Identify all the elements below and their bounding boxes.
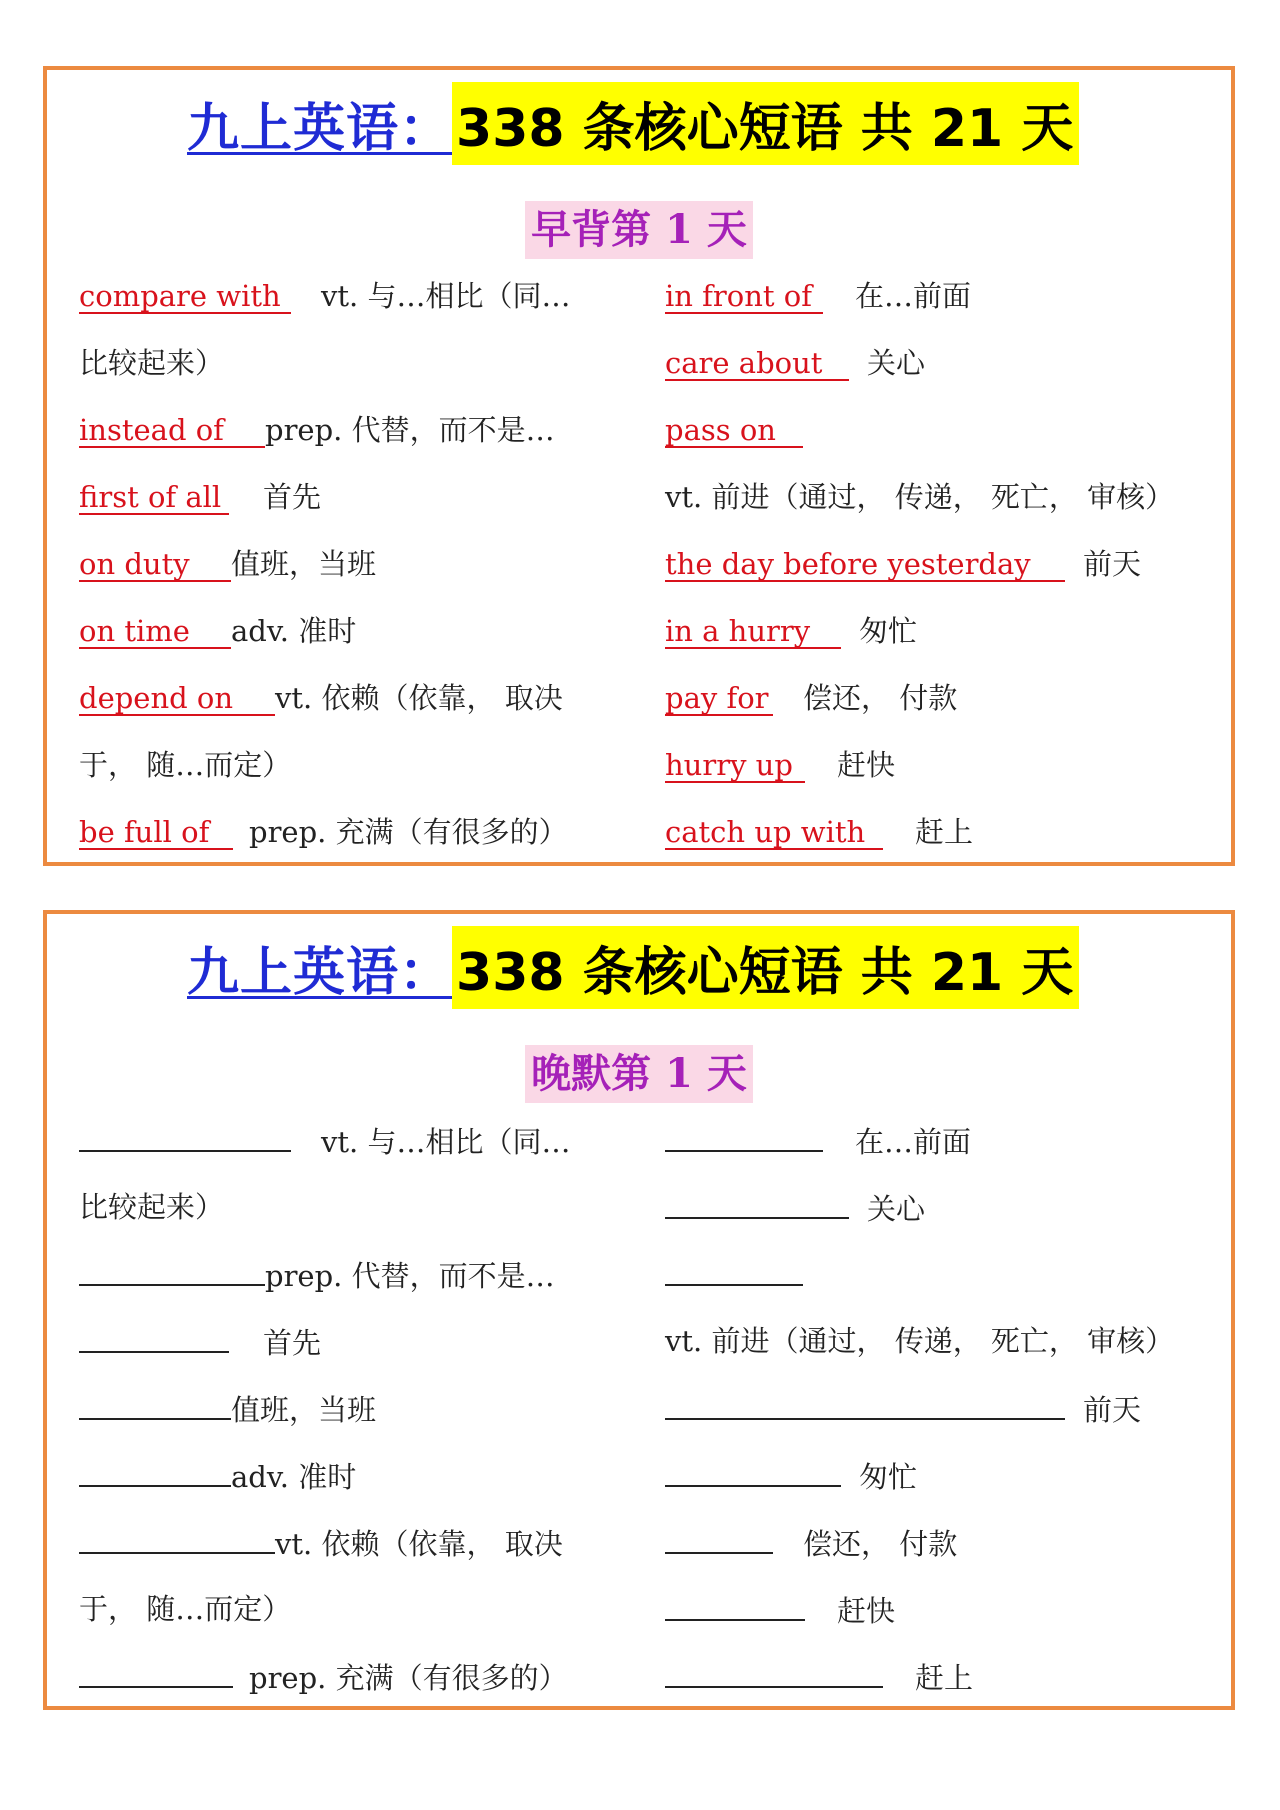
- phrase-meaning: vt. 前进（通过， 传递， 死亡， 审核）: [665, 480, 1175, 514]
- phrase-row: [79, 611, 356, 651]
- answer-blank[interactable]: [79, 1388, 231, 1420]
- phrase-meaning: 在…前面: [855, 1125, 972, 1159]
- blank-row-cont: [79, 1589, 291, 1629]
- title-highlight: 338 条核心短语 共 21 天: [452, 82, 1079, 165]
- answer-blank[interactable]: [665, 1187, 849, 1219]
- phrase-meaning: 比较起来）: [79, 1190, 225, 1224]
- blank-row: [79, 1522, 563, 1564]
- phrase-row: [79, 544, 376, 584]
- answer-blank[interactable]: [665, 1589, 805, 1621]
- phrase-meaning: adv. 准时: [231, 1460, 357, 1494]
- phrase-text: pay for: [665, 682, 773, 716]
- blank-row: [665, 1187, 925, 1229]
- answer-blank[interactable]: [665, 1254, 803, 1286]
- answer-blank[interactable]: [79, 1455, 231, 1487]
- phrase-text: on duty: [79, 548, 231, 582]
- evening-card: [43, 910, 1235, 1710]
- phrase-meaning: prep. 代替，而不是…: [265, 1259, 555, 1293]
- phrase-row-cont: [79, 343, 224, 383]
- phrase-meaning: 于， 随…而定）: [79, 748, 292, 782]
- phrase-text: instead of: [79, 414, 265, 448]
- phrase-meaning: 偿还， 付款: [803, 1527, 958, 1561]
- phrase-row: [665, 611, 917, 651]
- phrase-meaning: 在…前面: [855, 279, 972, 313]
- subtitle-label: 早背第 1 天: [525, 201, 753, 259]
- answer-blank[interactable]: [665, 1388, 1065, 1420]
- phrase-meaning: adv. 准时: [231, 614, 357, 648]
- phrase-row: [665, 410, 803, 450]
- answer-blank[interactable]: [79, 1254, 265, 1286]
- phrase-text: hurry up: [665, 749, 805, 783]
- answer-blank[interactable]: [79, 1120, 291, 1152]
- phrase-meaning: prep. 充满（有很多的）: [249, 815, 568, 849]
- phrase-meaning: 关心: [867, 346, 926, 380]
- phrase-row: [79, 812, 568, 852]
- blank-row-cont: [665, 1321, 1174, 1361]
- card-subtitle: [47, 1045, 1231, 1103]
- blank-row: [79, 1455, 356, 1497]
- blank-row: [79, 1656, 568, 1698]
- phrase-text: in front of: [665, 280, 823, 314]
- phrase-row: [665, 678, 957, 718]
- phrase-meaning: vt. 与…相比（同…: [321, 279, 571, 313]
- phrase-row: [79, 477, 321, 517]
- phrase-meaning: 前天: [1083, 1393, 1142, 1427]
- phrase-meaning: 匆忙: [859, 614, 918, 648]
- answer-blank[interactable]: [665, 1656, 883, 1688]
- blank-row: [665, 1589, 895, 1631]
- phrase-row-cont: [665, 477, 1174, 517]
- phrase-meaning: 匆忙: [859, 1460, 918, 1494]
- blank-row: [665, 1656, 973, 1698]
- blank-row: [79, 1120, 570, 1162]
- phrase-text: in a hurry: [665, 615, 841, 649]
- phrase-text: depend on: [79, 682, 275, 716]
- subtitle-label: 晚默第 1 天: [525, 1045, 753, 1103]
- phrase-meaning: vt. 与…相比（同…: [321, 1125, 571, 1159]
- blank-row: [665, 1455, 917, 1497]
- phrase-text: care about: [665, 347, 849, 381]
- card-subtitle: [47, 201, 1231, 259]
- answer-blank[interactable]: [665, 1522, 773, 1554]
- phrase-text: catch up with: [665, 816, 883, 850]
- blank-row: [665, 1388, 1141, 1430]
- phrase-text: be full of: [79, 816, 233, 850]
- blank-row: [665, 1254, 803, 1296]
- phrase-text: first of all: [79, 481, 229, 515]
- phrase-meaning: vt. 前进（通过， 传递， 死亡， 审核）: [665, 1324, 1175, 1358]
- phrase-meaning: 首先: [263, 1326, 322, 1360]
- blank-row: [79, 1321, 321, 1363]
- phrase-row: [665, 745, 895, 785]
- card-title: [187, 80, 1079, 166]
- title-highlight: 338 条核心短语 共 21 天: [452, 926, 1079, 1009]
- phrase-text: compare with: [79, 280, 291, 314]
- phrase-meaning: 于， 随…而定）: [79, 1592, 292, 1626]
- phrase-row: [79, 410, 555, 450]
- phrase-meaning: vt. 依赖（依靠， 取决: [275, 681, 563, 715]
- phrase-meaning: prep. 代替，而不是…: [265, 413, 555, 447]
- phrase-meaning: 偿还， 付款: [803, 681, 958, 715]
- title-subject: 九上英语：: [187, 941, 453, 1003]
- answer-blank[interactable]: [79, 1522, 275, 1554]
- phrase-row: [665, 343, 925, 383]
- answer-blank[interactable]: [665, 1455, 841, 1487]
- answer-blank[interactable]: [79, 1656, 233, 1688]
- answer-blank[interactable]: [665, 1120, 823, 1152]
- phrase-text: on time: [79, 615, 231, 649]
- phrase-meaning: 前天: [1083, 547, 1142, 581]
- phrase-meaning: 值班，当班: [231, 547, 377, 581]
- phrase-row: [665, 276, 971, 316]
- phrase-meaning: 关心: [867, 1192, 926, 1226]
- phrase-meaning: 首先: [263, 480, 322, 514]
- blank-row-cont: [79, 1187, 224, 1227]
- phrase-meaning: 值班，当班: [231, 1393, 377, 1427]
- card-title: [187, 924, 1079, 1010]
- phrase-row: [79, 276, 570, 316]
- phrase-row: [665, 544, 1141, 584]
- blank-row: [79, 1388, 376, 1430]
- phrase-row-cont: [79, 745, 291, 785]
- phrase-meaning: 赶上: [915, 1661, 974, 1695]
- phrase-meaning: 赶上: [915, 815, 974, 849]
- phrase-row: [79, 678, 563, 718]
- phrase-meaning: prep. 充满（有很多的）: [249, 1661, 568, 1695]
- title-subject: 九上英语：: [187, 97, 453, 159]
- phrase-meaning: 赶快: [837, 748, 896, 782]
- phrase-text: the day before yesterday: [665, 548, 1065, 582]
- phrase-meaning: vt. 依赖（依靠， 取决: [275, 1527, 563, 1561]
- morning-card: [43, 66, 1235, 866]
- blank-row: [665, 1120, 971, 1162]
- phrase-meaning: 比较起来）: [79, 346, 225, 380]
- phrase-meaning: 赶快: [837, 1594, 896, 1628]
- answer-blank[interactable]: [79, 1321, 229, 1353]
- phrase-row: [665, 812, 973, 852]
- phrase-text: pass on: [665, 414, 803, 448]
- blank-row: [665, 1522, 957, 1564]
- blank-row: [79, 1254, 555, 1296]
